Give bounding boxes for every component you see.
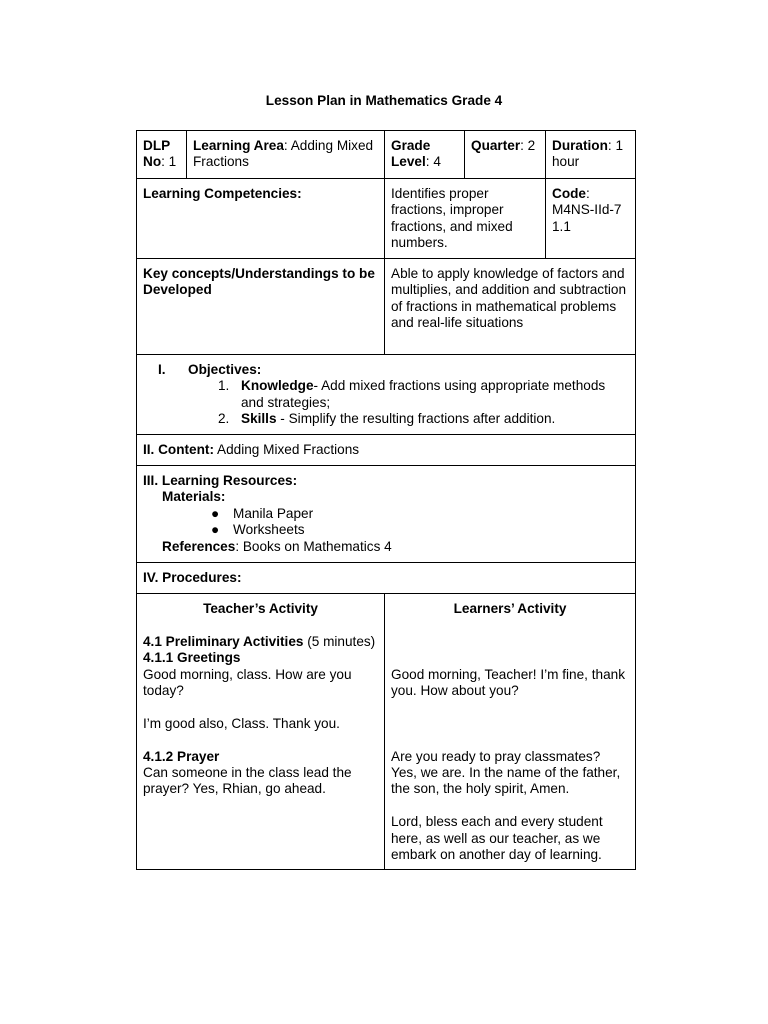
teacher-activity-header: Teacher’s Activity xyxy=(203,601,318,616)
greetings-label: 4.1.1 Greetings xyxy=(143,650,241,666)
references-label: References xyxy=(162,538,236,554)
materials-label: Materials: xyxy=(162,489,226,505)
objective-number: 1. xyxy=(218,378,230,394)
learning-area-label: Learning Area xyxy=(193,138,284,153)
quarter-label: Quarter xyxy=(471,138,521,153)
procedures-section xyxy=(137,563,636,594)
materials-list xyxy=(143,506,629,539)
preliminary-time: (5 minutes) xyxy=(303,633,376,649)
learning-area-value: : Adding Mixed Fractions xyxy=(193,138,374,170)
objective-label: Skills xyxy=(241,411,277,427)
page-title: Lesson Plan in Mathematics Grade 4 xyxy=(265,93,503,108)
quarter-cell xyxy=(465,131,546,179)
procedures-label: IV. Procedures: xyxy=(143,570,242,585)
duration-label: Duration xyxy=(552,138,608,153)
objective-number: 2. xyxy=(218,411,230,427)
duration-cell xyxy=(546,131,636,179)
grade-cell xyxy=(385,131,465,179)
material-text: Manila Paper xyxy=(233,505,314,521)
dlp-label: DLP No xyxy=(143,138,170,170)
teacher-activity-column xyxy=(137,594,385,870)
material-text: Worksheets xyxy=(233,522,305,538)
code-cell xyxy=(546,179,636,259)
content-section xyxy=(137,435,636,466)
material-item xyxy=(211,506,629,522)
resources-section xyxy=(137,466,636,563)
bullet-icon: ● xyxy=(211,522,220,538)
code-value: : M4NS-IId-7 1.1 xyxy=(552,186,622,234)
objectives-label: Objectives: xyxy=(188,362,262,377)
objective-label: Knowledge xyxy=(241,378,314,394)
competencies-text-cell: Identifies proper fractions, improper fractions, and mixed numbers. xyxy=(385,179,546,259)
teacher-reply: I’m good also, Class. Thank you. xyxy=(143,715,340,731)
header-table xyxy=(136,130,636,355)
objectives-section xyxy=(137,355,636,435)
learner-activity-header: Learners’ Activity xyxy=(453,601,567,616)
learner-activity-column xyxy=(385,594,636,870)
body-table xyxy=(136,354,636,870)
key-concepts-label: Key concepts/Understandings to be Developed xyxy=(143,266,375,298)
grade-value: : 4 xyxy=(425,154,441,170)
teacher-prayer: Can someone in the class lead the prayer? Yes, Rhian, go ahead. xyxy=(143,765,352,797)
objectives-list xyxy=(158,378,629,427)
teacher-greeting: Good morning, class. How are you today? xyxy=(143,666,352,699)
resources-label: III. Learning Resources: xyxy=(143,473,298,488)
references-text: : Books on Mathematics 4 xyxy=(235,538,392,554)
learner-prayer-2: Lord, bless each and every student here, as well as our teacher, as we embark on another day of learning. xyxy=(391,814,603,862)
dlp-value: : 1 xyxy=(161,154,177,170)
dlp-cell xyxy=(137,131,187,179)
learning-area-cell xyxy=(187,131,385,179)
key-concepts-label-cell xyxy=(137,259,385,355)
quarter-value: : 2 xyxy=(520,138,536,153)
learner-greeting: Good morning, Teacher! I’m fine, thank you. How about you? xyxy=(391,666,625,698)
bullet-icon: ● xyxy=(211,505,220,521)
objective-text: - Simplify the resulting fractions after addition. xyxy=(276,411,556,427)
lesson-plan-document xyxy=(136,130,635,870)
preliminary-activities-label: 4.1 Preliminary Activities xyxy=(143,633,304,649)
content-text: Adding Mixed Fractions xyxy=(213,442,360,457)
grade-label: Grade Level xyxy=(391,138,431,170)
objectives-numeral: I. xyxy=(158,362,166,377)
content-label: II. Content: xyxy=(143,442,214,457)
duration-value: : 1 hour xyxy=(552,138,624,170)
objective-item xyxy=(218,378,629,411)
code-label: Code xyxy=(552,186,586,201)
competencies-label: Learning Competencies: xyxy=(143,186,302,201)
material-item xyxy=(211,522,629,538)
competencies-label-cell xyxy=(137,179,385,259)
objective-item xyxy=(218,411,629,427)
key-concepts-text-cell: Able to apply knowledge of factors and multiplies, and addition and subtraction of fractions in mathematical problems and real-life situations xyxy=(385,259,636,355)
objective-text: - Add mixed fractions using appropriate methods and strategies; xyxy=(241,378,606,410)
prayer-label: 4.1.2 Prayer xyxy=(143,748,220,764)
learner-prayer-1: Are you ready to pray classmates? Yes, we are. In the name of the father, the son, the holy spirit, Amen. xyxy=(391,748,621,797)
